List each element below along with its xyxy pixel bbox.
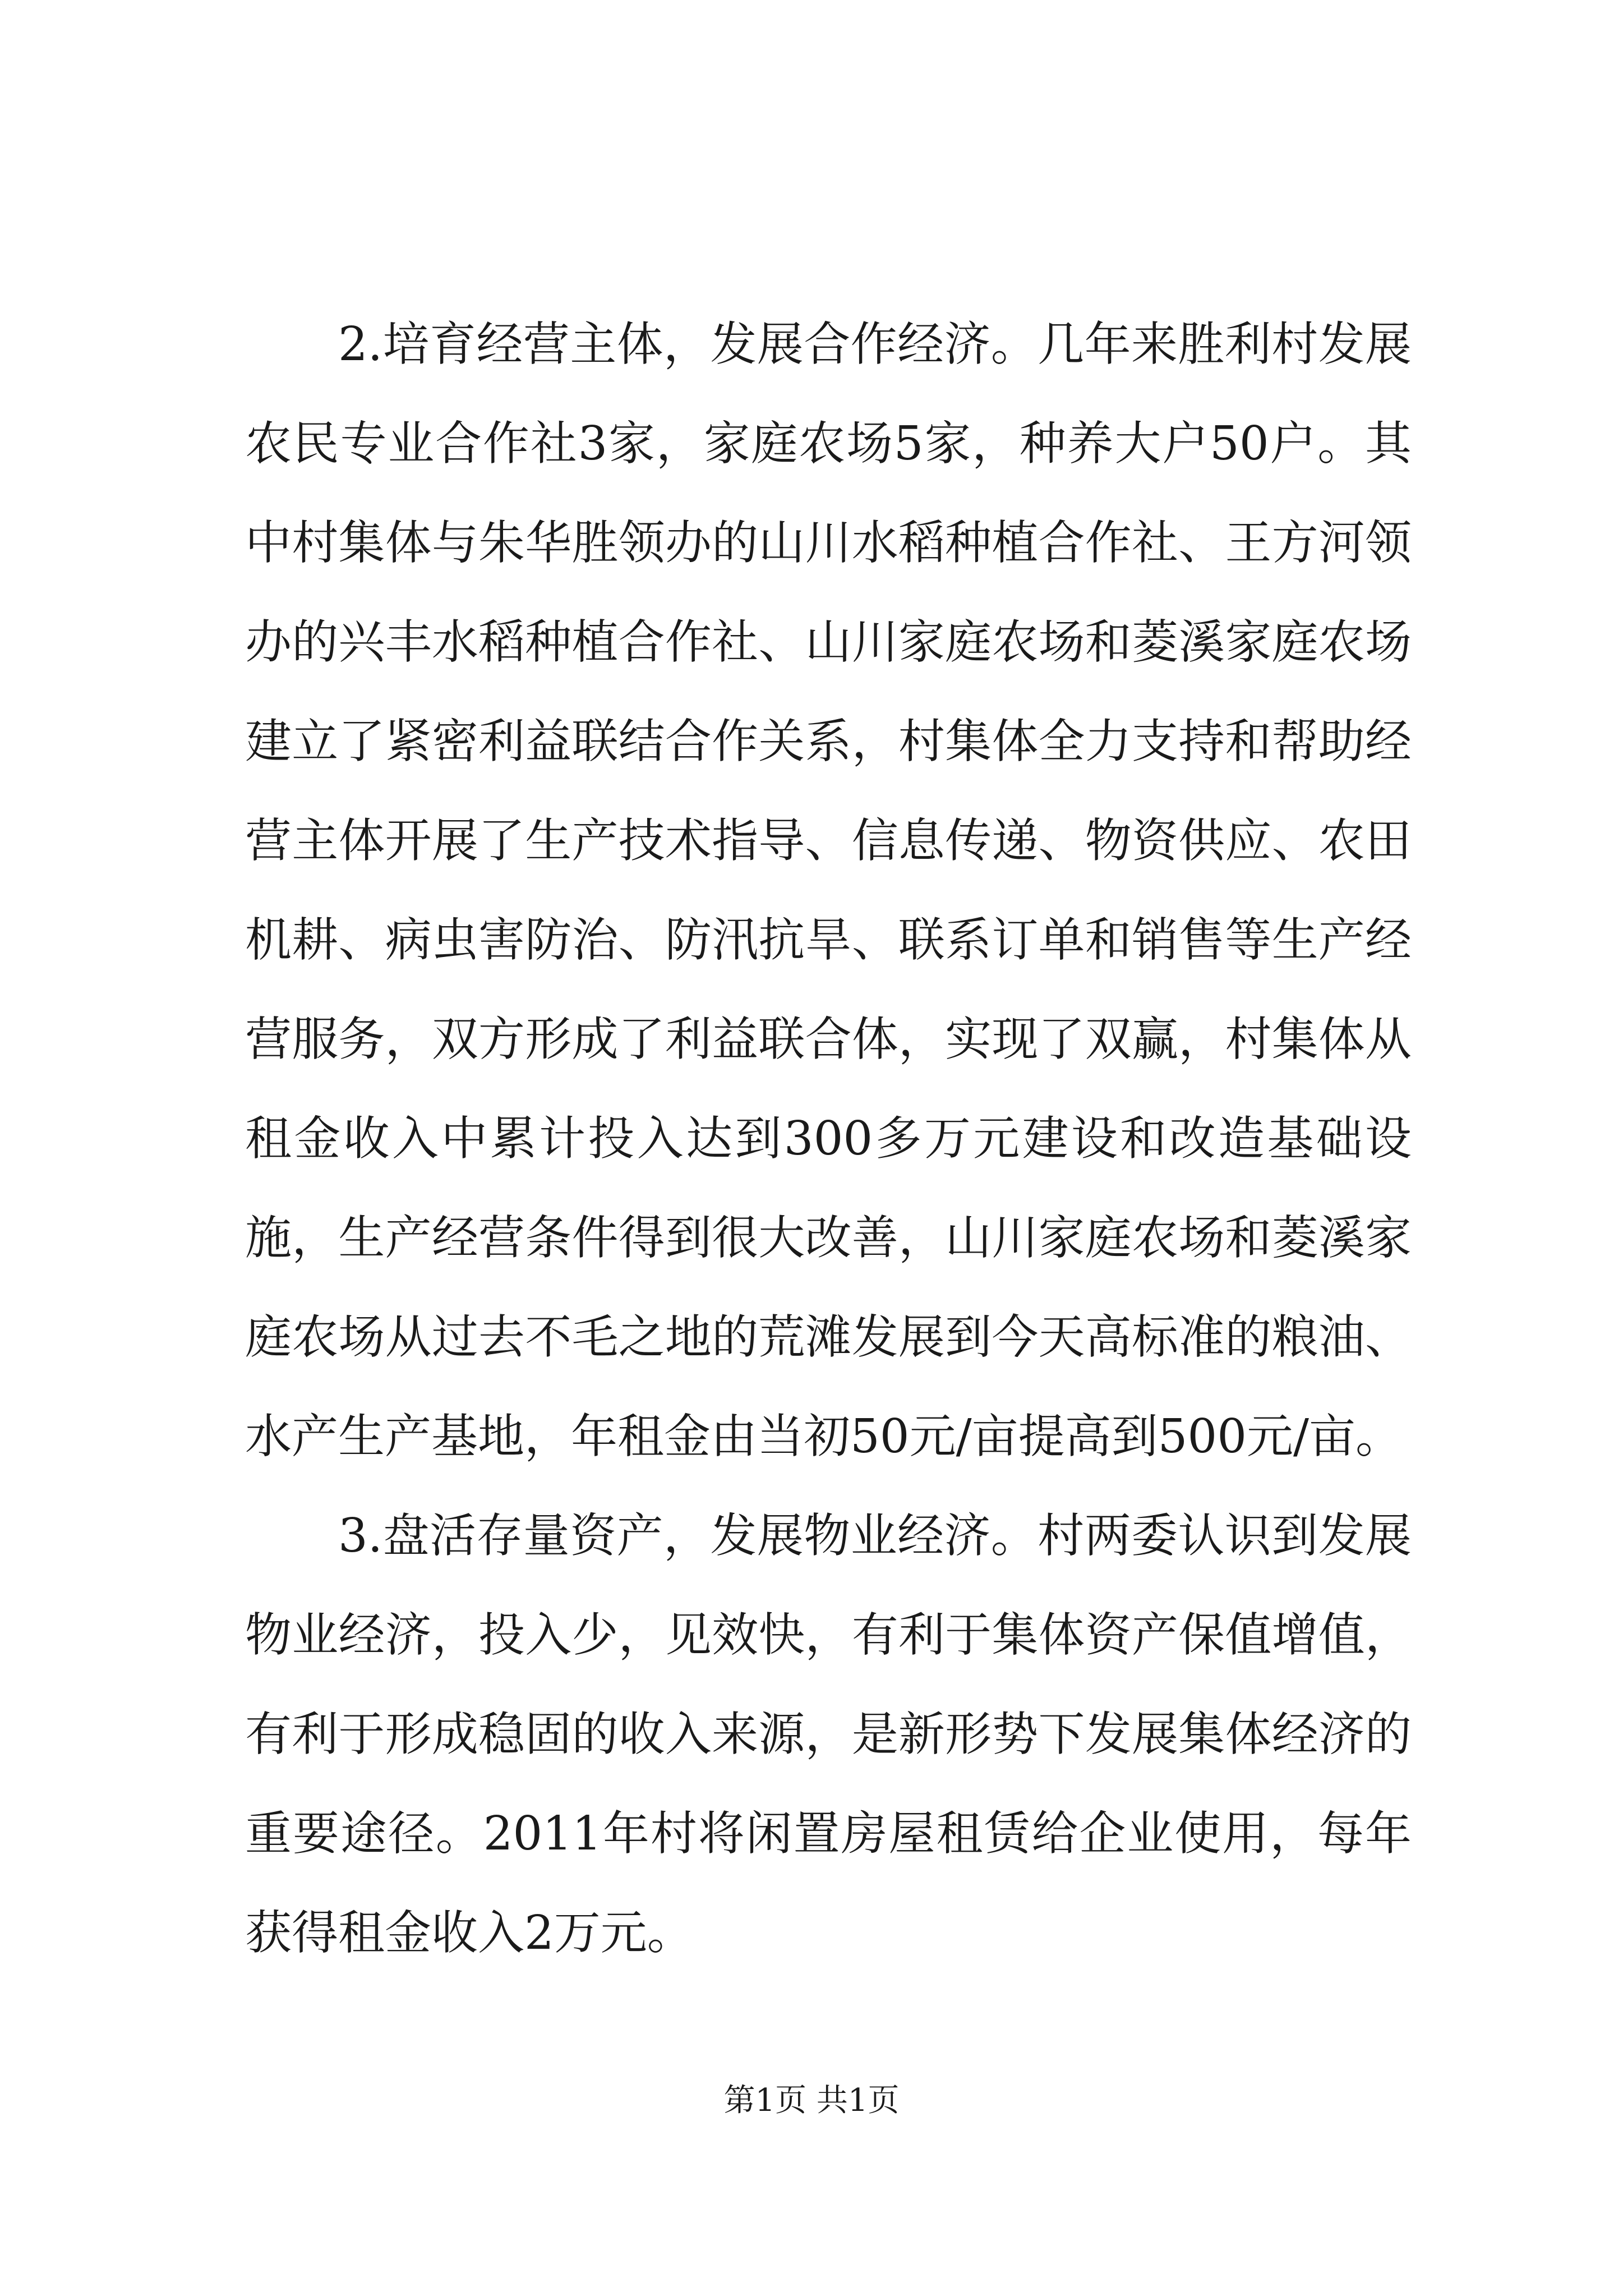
page-footer: 第1页 共1页 (723, 2082, 900, 2119)
paragraph-property-economy: 3.盘活存量资产，发展物业经济。村两委认识到发展物业经济，投入少，见效快，有利于集体资产保值增值，有利于形成稳固的收入来源，是新形势下发展集体经济的重要途径。2011年村将闲置房屋租赁给企业使用，每年获得租金收入2万元。 (245, 1508, 1412, 1960)
paragraph-cooperative-economy: 2.培育经营主体，发展合作经济。几年来胜利村发展农民专业合作社3家，家庭农场5家，种养大户50户。其中村集体与朱华胜领办的山川水稻种植合作社、王方河领办的兴丰水稻种植合作社、山川家庭农场和菱溪家庭农场建立了紧密利益联结合作关系，村集体全力支持和帮助经营主体开展了生产技术指导、信息传递、物资供应、农田机耕、病虫害防治、防汛抗旱、联系订单和销售等生产经营服务，双方形成了利益联合体，实现了双赢，村集体从租金收入中累计投入达到300多万元建设和改造基础设施，生产经营条件得到很大改善，山川家庭农场和菱溪家庭农场从过去不毛之地的荒滩发展到今天高标准的粮油、水产生产基地，年租金由当初50元/亩提高到500元/亩。 (245, 317, 1412, 1464)
document-body (245, 295, 1412, 1982)
